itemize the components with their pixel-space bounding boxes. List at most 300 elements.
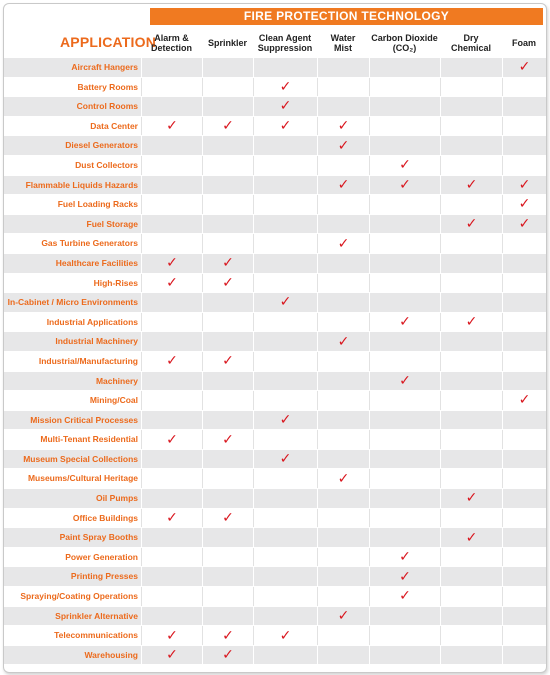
cell-co2: [369, 117, 440, 136]
cell-co2: [369, 607, 440, 626]
cell-dry: [440, 136, 502, 155]
cell-sprinkler: [202, 528, 253, 547]
cell-clean: [253, 411, 317, 430]
cell-foam: [502, 293, 546, 312]
row-label: Oil Pumps: [4, 489, 141, 508]
cell-dry: [440, 509, 502, 528]
cell-sprinkler: [202, 156, 253, 175]
cell-foam: [502, 372, 546, 391]
cell-dry: [440, 156, 502, 175]
cell-co2: [369, 391, 440, 410]
cell-sprinkler: [202, 332, 253, 351]
table-row: [4, 175, 546, 195]
cell-dry: [440, 313, 502, 332]
checkmark-icon: ✓: [337, 137, 350, 154]
cell-clean: [253, 509, 317, 528]
cell-co2: [369, 646, 440, 665]
cell-clean: [253, 450, 317, 469]
cell-sprinkler: [202, 254, 253, 273]
checkmark-icon: ✓: [222, 509, 234, 526]
cell-sprinkler: [202, 548, 253, 567]
checkmark-icon: ✓: [222, 647, 234, 664]
column-header-dry: Dry Chemical: [450, 33, 492, 53]
cell-alarm: [141, 136, 202, 155]
checkmark-icon: ✓: [337, 333, 350, 350]
cell-sprinkler: [202, 469, 253, 488]
cell-alarm: [141, 528, 202, 547]
table-row: [4, 253, 546, 273]
table-row: [4, 57, 546, 77]
cell-water: [317, 234, 369, 253]
cell-alarm: [141, 58, 202, 77]
checkmark-icon: ✓: [518, 392, 531, 409]
cell-co2: [369, 528, 440, 547]
cell-co2: [369, 136, 440, 155]
cell-co2: [369, 176, 440, 195]
cell-co2: [369, 156, 440, 175]
row-label: Power Generation: [4, 548, 141, 567]
row-label: Industrial Machinery: [4, 332, 141, 351]
cell-dry: [440, 469, 502, 488]
cell-alarm: [141, 411, 202, 430]
cell-sprinkler: [202, 489, 253, 508]
cell-water: [317, 78, 369, 97]
cell-co2: [369, 430, 440, 449]
checkmark-icon: ✓: [166, 431, 178, 448]
table-row: [4, 508, 546, 528]
row-label: Spraying/Coating Operations: [4, 587, 141, 606]
cell-water: [317, 411, 369, 430]
column-header-water: Water Mist: [330, 33, 356, 53]
checkmark-icon: ✓: [337, 607, 350, 624]
cell-sprinkler: [202, 117, 253, 136]
cell-sprinkler: [202, 430, 253, 449]
row-label: Gas Turbine Generators: [4, 234, 141, 253]
cell-dry: [440, 567, 502, 586]
row-label: Telecommunications: [4, 626, 141, 645]
checkmark-icon: ✓: [279, 294, 292, 311]
cell-co2: [369, 548, 440, 567]
cell-alarm: [141, 293, 202, 312]
cell-sprinkler: [202, 509, 253, 528]
cell-sprinkler: [202, 195, 253, 214]
cell-clean: [253, 274, 317, 293]
checkmark-icon: ✓: [399, 568, 411, 585]
cell-sprinkler: [202, 587, 253, 606]
cell-dry: [440, 58, 502, 77]
cell-co2: [369, 78, 440, 97]
cell-water: [317, 548, 369, 567]
cell-water: [317, 450, 369, 469]
cell-co2: [369, 215, 440, 234]
cell-co2: [369, 234, 440, 253]
cell-clean: [253, 234, 317, 253]
cell-sprinkler: [202, 567, 253, 586]
cell-foam: [502, 548, 546, 567]
cell-dry: [440, 254, 502, 273]
cell-dry: [440, 450, 502, 469]
checkmark-icon: ✓: [166, 627, 178, 644]
cell-clean: [253, 254, 317, 273]
table-row: [4, 566, 546, 586]
cell-sprinkler: [202, 136, 253, 155]
cell-water: [317, 509, 369, 528]
cell-water: [317, 293, 369, 312]
cell-water: [317, 97, 369, 116]
cell-clean: [253, 430, 317, 449]
table-row: [4, 606, 546, 626]
table-row: [4, 135, 546, 155]
cell-alarm: [141, 567, 202, 586]
cell-water: [317, 176, 369, 195]
cell-sprinkler: [202, 626, 253, 645]
cell-water: [317, 646, 369, 665]
cell-alarm: [141, 489, 202, 508]
table-row: [4, 312, 546, 332]
table-row: [4, 625, 546, 645]
checkmark-icon: ✓: [279, 627, 292, 644]
cell-water: [317, 352, 369, 371]
cell-water: [317, 117, 369, 136]
cell-foam: [502, 254, 546, 273]
row-label: Industrial/Manufacturing: [4, 352, 141, 371]
table-row: [4, 194, 546, 214]
checkmark-icon: ✓: [166, 509, 178, 526]
checkmark-icon: ✓: [399, 157, 411, 174]
checkmark-icon: ✓: [399, 176, 411, 193]
cell-clean: [253, 372, 317, 391]
cell-sprinkler: [202, 78, 253, 97]
application-heading: APPLICATION: [60, 34, 157, 50]
cell-sprinkler: [202, 313, 253, 332]
row-label: Dust Collectors: [4, 156, 141, 175]
row-label: Museums/Cultural Heritage: [4, 469, 141, 488]
cell-foam: [502, 430, 546, 449]
cell-water: [317, 489, 369, 508]
cell-clean: [253, 567, 317, 586]
cell-dry: [440, 97, 502, 116]
table-row: [4, 488, 546, 508]
cell-sprinkler: [202, 176, 253, 195]
table-row: [4, 273, 546, 293]
cell-clean: [253, 176, 317, 195]
cell-dry: [440, 528, 502, 547]
cell-alarm: [141, 626, 202, 645]
cell-alarm: [141, 372, 202, 391]
checkmark-icon: ✓: [518, 176, 531, 193]
cell-co2: [369, 195, 440, 214]
cell-alarm: [141, 430, 202, 449]
cell-dry: [440, 548, 502, 567]
table-row: [4, 233, 546, 253]
cell-dry: [440, 176, 502, 195]
table-row: [4, 214, 546, 234]
cell-sprinkler: [202, 215, 253, 234]
table-row: [4, 331, 546, 351]
cell-co2: [369, 254, 440, 273]
checkmark-icon: ✓: [399, 372, 411, 389]
cell-foam: [502, 391, 546, 410]
checkmark-icon: ✓: [518, 196, 531, 213]
cell-foam: [502, 352, 546, 371]
checkmark-icon: ✓: [337, 176, 350, 193]
table-row: [4, 371, 546, 391]
cell-co2: [369, 352, 440, 371]
row-label: Mission Critical Processes: [4, 411, 141, 430]
cell-dry: [440, 274, 502, 293]
row-label: Healthcare Facilities: [4, 254, 141, 273]
row-label: Machinery: [4, 372, 141, 391]
cell-dry: [440, 430, 502, 449]
cell-sprinkler: [202, 607, 253, 626]
checkmark-icon: ✓: [166, 647, 178, 664]
cell-co2: [369, 58, 440, 77]
checkmark-icon: ✓: [222, 274, 234, 291]
cell-alarm: [141, 117, 202, 136]
fire-protection-table: [3, 3, 547, 673]
column-header-co2: Carbon Dioxide (CO₂): [371, 33, 438, 53]
cell-co2: [369, 293, 440, 312]
cell-dry: [440, 234, 502, 253]
row-label: Multi-Tenant Residential: [4, 430, 141, 449]
cell-foam: [502, 195, 546, 214]
checkmark-icon: ✓: [222, 118, 234, 135]
column-header-sprinkler: Sprinkler: [207, 38, 247, 48]
checkmark-icon: ✓: [222, 431, 234, 448]
cell-clean: [253, 587, 317, 606]
cell-dry: [440, 489, 502, 508]
cell-clean: [253, 391, 317, 410]
cell-co2: [369, 509, 440, 528]
cell-water: [317, 528, 369, 547]
table-body: [4, 57, 546, 664]
cell-dry: [440, 626, 502, 645]
table-banner: FIRE PROTECTION TECHNOLOGY: [150, 8, 543, 25]
checkmark-icon: ✓: [279, 78, 292, 95]
cell-water: [317, 372, 369, 391]
checkmark-icon: ✓: [399, 588, 411, 605]
table-row: [4, 351, 546, 371]
cell-dry: [440, 352, 502, 371]
cell-alarm: [141, 548, 202, 567]
cell-sprinkler: [202, 391, 253, 410]
row-label: Sprinkler Alternative: [4, 607, 141, 626]
cell-sprinkler: [202, 372, 253, 391]
cell-foam: [502, 274, 546, 293]
cell-alarm: [141, 195, 202, 214]
cell-dry: [440, 78, 502, 97]
cell-water: [317, 156, 369, 175]
cell-sprinkler: [202, 234, 253, 253]
checkmark-icon: ✓: [465, 314, 478, 331]
cell-clean: [253, 58, 317, 77]
cell-alarm: [141, 176, 202, 195]
cell-dry: [440, 195, 502, 214]
cell-dry: [440, 372, 502, 391]
cell-co2: [369, 372, 440, 391]
cell-co2: [369, 274, 440, 293]
cell-dry: [440, 607, 502, 626]
row-label: Paint Spray Booths: [4, 528, 141, 547]
cell-water: [317, 215, 369, 234]
checkmark-icon: ✓: [222, 627, 234, 644]
row-label: Control Rooms: [4, 97, 141, 116]
checkmark-icon: ✓: [166, 118, 178, 135]
cell-foam: [502, 117, 546, 136]
checkmark-icon: ✓: [465, 216, 478, 233]
cell-alarm: [141, 509, 202, 528]
cell-sprinkler: [202, 274, 253, 293]
table-row: [4, 390, 546, 410]
checkmark-icon: ✓: [337, 470, 350, 487]
row-label: Office Buildings: [4, 509, 141, 528]
row-label: Mining/Coal: [4, 391, 141, 410]
checkmark-icon: ✓: [279, 411, 292, 428]
cell-foam: [502, 313, 546, 332]
cell-foam: [502, 646, 546, 665]
cell-clean: [253, 117, 317, 136]
cell-alarm: [141, 450, 202, 469]
cell-dry: [440, 587, 502, 606]
row-label: Battery Rooms: [4, 78, 141, 97]
cell-alarm: [141, 391, 202, 410]
checkmark-icon: ✓: [465, 490, 478, 507]
checkmark-icon: ✓: [166, 353, 178, 370]
cell-water: [317, 313, 369, 332]
checkmark-icon: ✓: [166, 255, 178, 272]
cell-clean: [253, 136, 317, 155]
cell-water: [317, 195, 369, 214]
cell-clean: [253, 646, 317, 665]
table-row: [4, 645, 546, 665]
table-row: [4, 527, 546, 547]
table-row: [4, 468, 546, 488]
cell-alarm: [141, 274, 202, 293]
cell-foam: [502, 489, 546, 508]
row-label: Flammable Liquids Hazards: [4, 176, 141, 195]
checkmark-icon: ✓: [465, 529, 478, 546]
checkmark-icon: ✓: [279, 118, 292, 135]
cell-water: [317, 254, 369, 273]
cell-co2: [369, 411, 440, 430]
cell-alarm: [141, 587, 202, 606]
cell-alarm: [141, 97, 202, 116]
cell-sprinkler: [202, 352, 253, 371]
cell-co2: [369, 450, 440, 469]
cell-foam: [502, 136, 546, 155]
cell-water: [317, 58, 369, 77]
cell-foam: [502, 450, 546, 469]
cell-sprinkler: [202, 97, 253, 116]
cell-foam: [502, 626, 546, 645]
table-row: [4, 449, 546, 469]
cell-foam: [502, 528, 546, 547]
cell-water: [317, 626, 369, 645]
cell-foam: [502, 58, 546, 77]
cell-co2: [369, 313, 440, 332]
table-row: [4, 292, 546, 312]
row-label: Warehousing: [4, 646, 141, 665]
cell-water: [317, 274, 369, 293]
cell-co2: [369, 332, 440, 351]
row-label: Aircraft Hangers: [4, 58, 141, 77]
cell-foam: [502, 469, 546, 488]
cell-dry: [440, 215, 502, 234]
checkmark-icon: ✓: [465, 176, 478, 193]
cell-alarm: [141, 313, 202, 332]
checkmark-icon: ✓: [222, 255, 234, 272]
cell-foam: [502, 97, 546, 116]
cell-dry: [440, 391, 502, 410]
column-header-clean: Clean Agent Suppression: [257, 33, 313, 53]
row-label: Industrial Applications: [4, 313, 141, 332]
cell-water: [317, 430, 369, 449]
cell-clean: [253, 548, 317, 567]
cell-foam: [502, 215, 546, 234]
row-label: Diesel Generators: [4, 136, 141, 155]
cell-water: [317, 136, 369, 155]
cell-clean: [253, 489, 317, 508]
cell-co2: [369, 97, 440, 116]
table-row: [4, 429, 546, 449]
cell-co2: [369, 567, 440, 586]
cell-clean: [253, 626, 317, 645]
row-label: Data Center: [4, 117, 141, 136]
cell-sprinkler: [202, 411, 253, 430]
cell-foam: [502, 411, 546, 430]
cell-dry: [440, 646, 502, 665]
cell-alarm: [141, 332, 202, 351]
cell-clean: [253, 332, 317, 351]
cell-clean: [253, 352, 317, 371]
cell-co2: [369, 587, 440, 606]
cell-water: [317, 469, 369, 488]
column-header-foam: Foam: [511, 38, 536, 48]
checkmark-icon: ✓: [518, 216, 531, 233]
cell-co2: [369, 626, 440, 645]
table-row: [4, 586, 546, 606]
cell-sprinkler: [202, 293, 253, 312]
checkmark-icon: ✓: [337, 235, 350, 252]
checkmark-icon: ✓: [518, 59, 531, 76]
checkmark-icon: ✓: [399, 549, 411, 566]
cell-clean: [253, 313, 317, 332]
table-row: [4, 410, 546, 430]
cell-clean: [253, 293, 317, 312]
cell-alarm: [141, 234, 202, 253]
cell-water: [317, 332, 369, 351]
cell-dry: [440, 293, 502, 312]
cell-dry: [440, 117, 502, 136]
cell-alarm: [141, 156, 202, 175]
cell-clean: [253, 607, 317, 626]
cell-co2: [369, 489, 440, 508]
cell-clean: [253, 528, 317, 547]
cell-water: [317, 567, 369, 586]
cell-water: [317, 607, 369, 626]
row-label: Museum Special Collections: [4, 450, 141, 469]
cell-foam: [502, 156, 546, 175]
checkmark-icon: ✓: [166, 274, 178, 291]
cell-dry: [440, 332, 502, 351]
cell-foam: [502, 78, 546, 97]
table-row: [4, 116, 546, 136]
checkmark-icon: ✓: [222, 353, 234, 370]
cell-alarm: [141, 646, 202, 665]
cell-alarm: [141, 607, 202, 626]
cell-clean: [253, 469, 317, 488]
cell-foam: [502, 234, 546, 253]
